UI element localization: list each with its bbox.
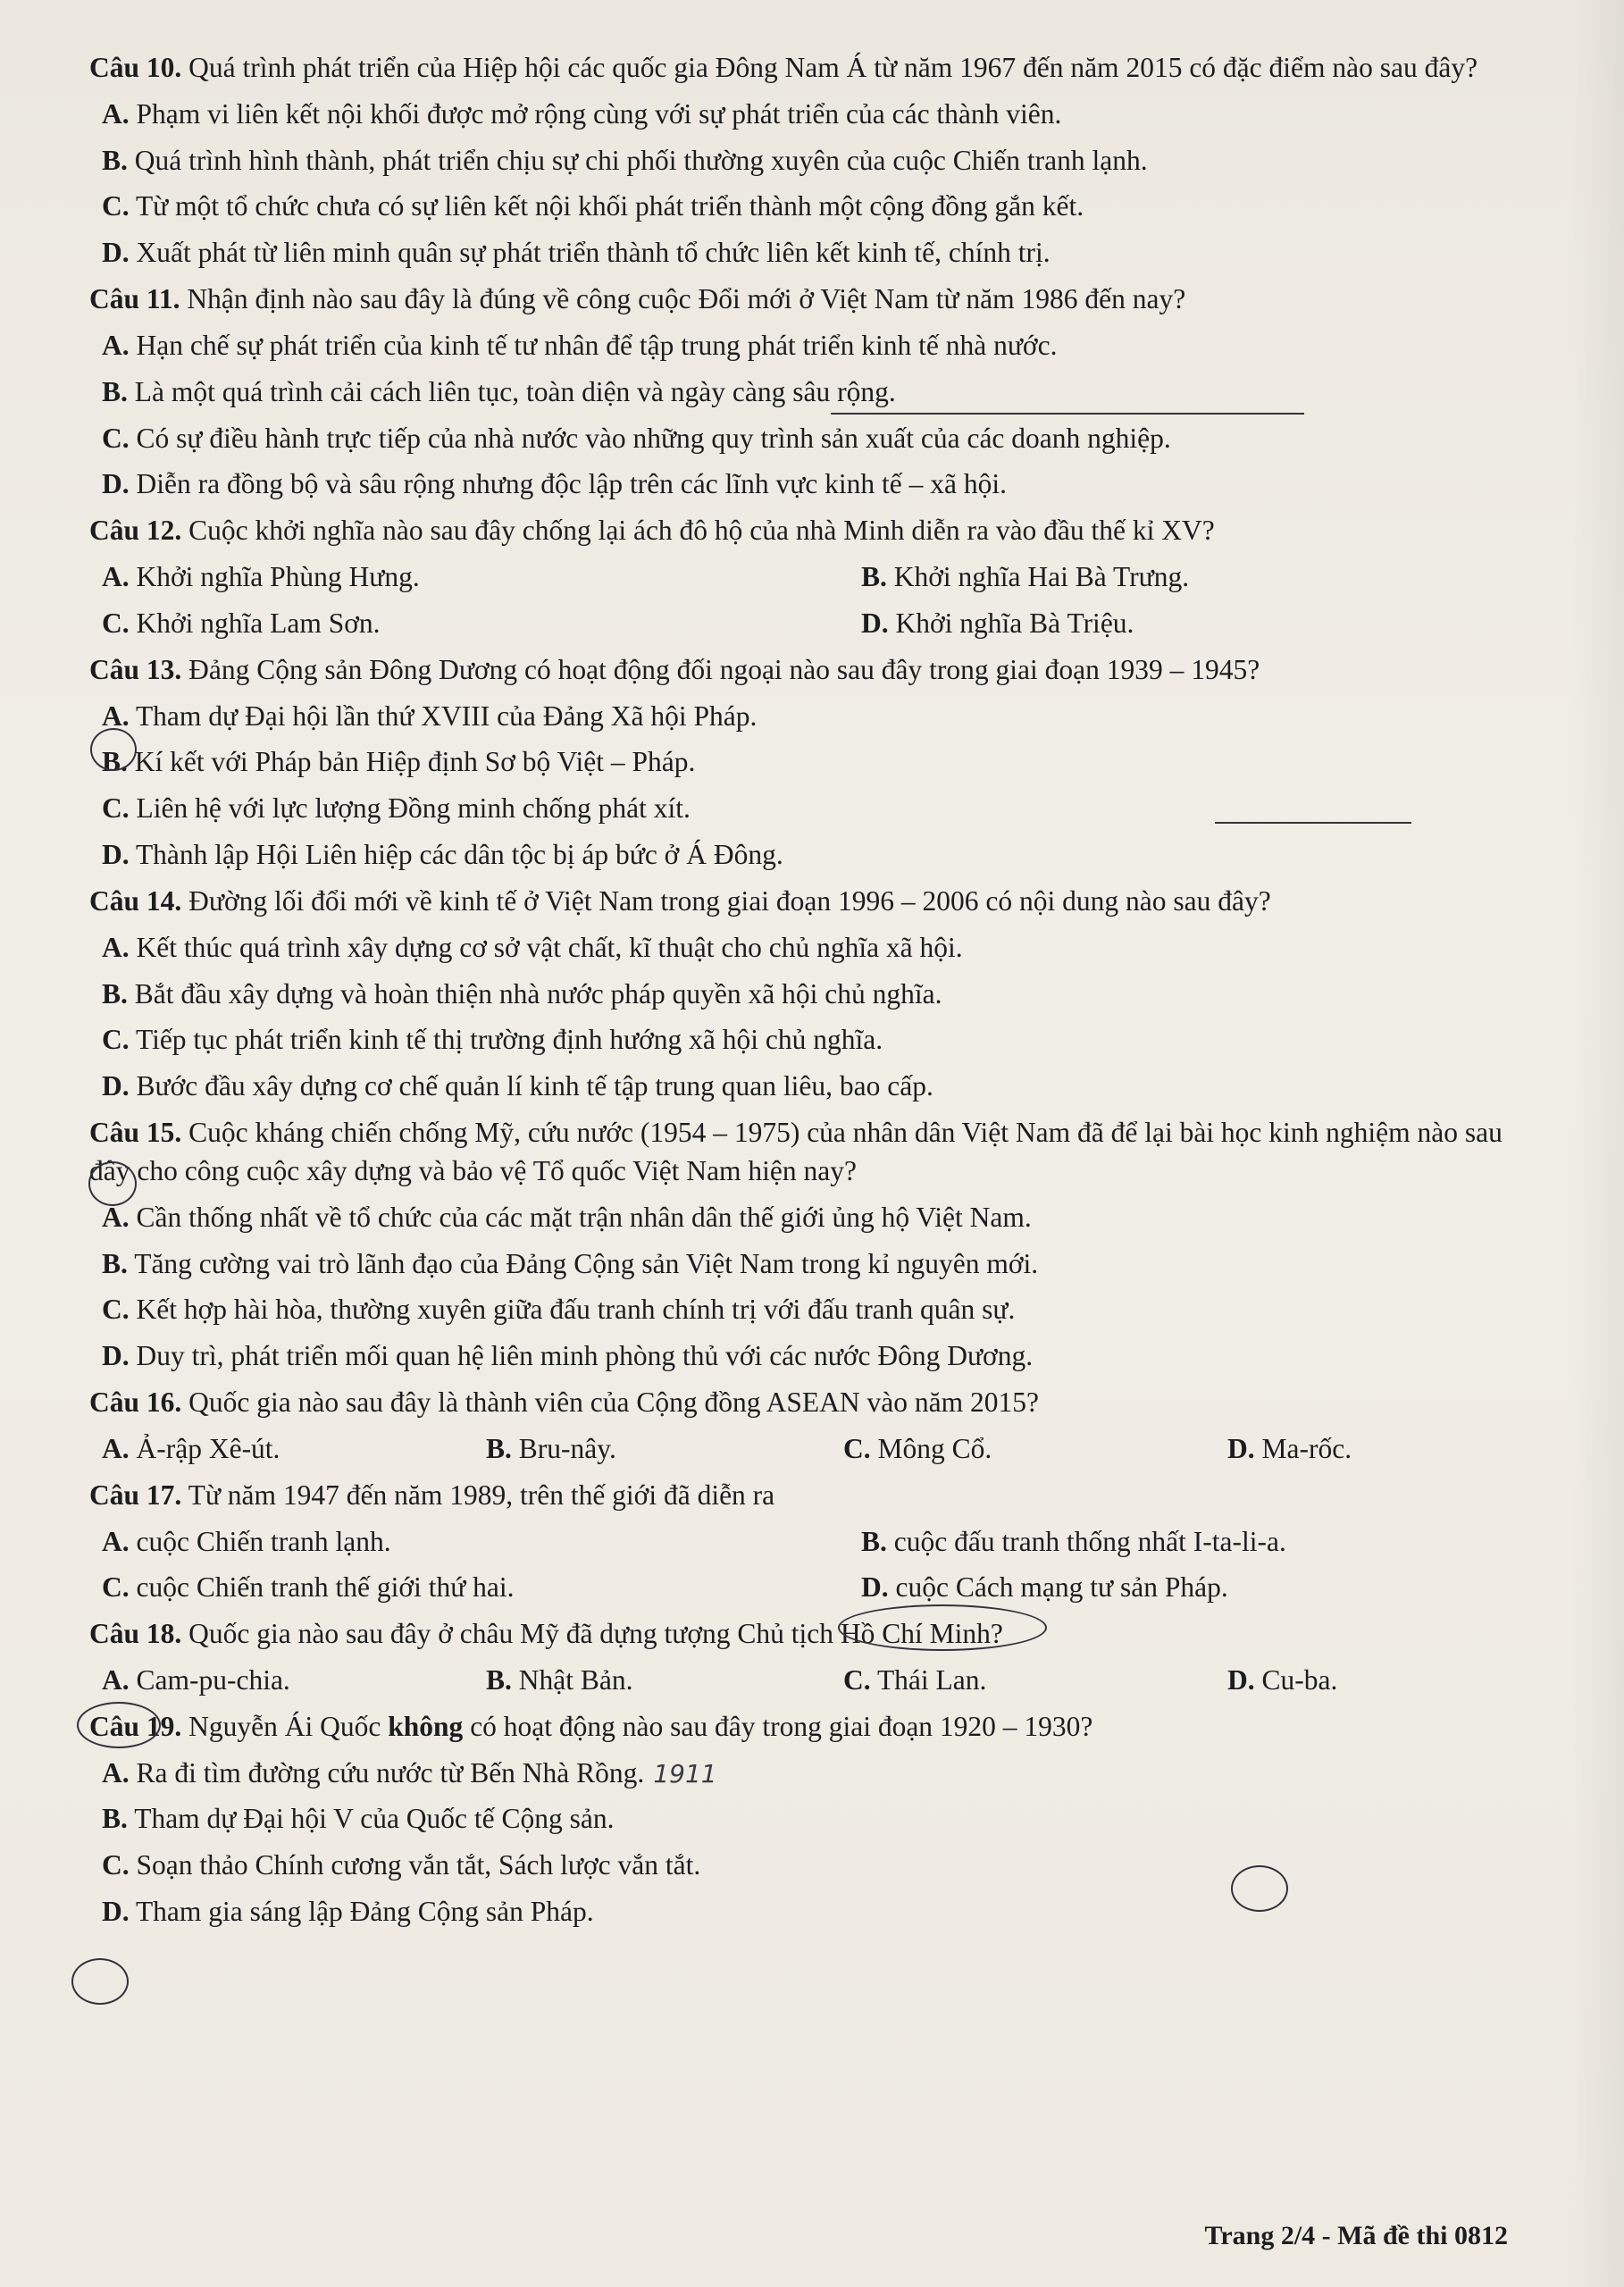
question-body: Đường lối đổi mới về kinh tế ở Việt Nam trong giai đoạn 1996 – 2006 có nội dung nào sau đây? [188, 884, 1271, 917]
exam-content [89, 49, 1536, 1939]
option-c[interactable]: C. Thái Lan. [843, 1663, 987, 1696]
option-b[interactable]: B. Kí kết với Pháp bản Hiệp định Sơ bộ Việt – Pháp. [102, 746, 696, 778]
question-body: Nhận định nào sau đây là đúng về công cuộc Đổi mới ở Việt Nam từ năm 1986 đến nay? [187, 283, 1186, 315]
question-18 [89, 1615, 1536, 1700]
option-d[interactable]: D. Tham gia sáng lập Đảng Cộng sản Pháp. [102, 1896, 594, 1928]
option-b[interactable]: B. cuộc đấu tranh thống nhất I-ta-li-a. [861, 1525, 1286, 1557]
options-grid [102, 1523, 1536, 1608]
question-body: Từ năm 1947 đến năm 1989, trên thế giới đã diễn ra [188, 1479, 775, 1511]
option-d[interactable]: D. Ma-rốc. [1227, 1432, 1352, 1464]
question-text [89, 1384, 1536, 1422]
question-11 [89, 281, 1536, 504]
option-c[interactable]: C. Soạn thảo Chính cương vắn tắt, Sách lược vắn tắt. [102, 1849, 701, 1881]
question-number: Câu 11. [89, 283, 180, 315]
options-grid [102, 1662, 1536, 1700]
option-c[interactable]: C. Kết hợp hài hòa, thường xuyên giữa đấu tranh chính trị với đấu tranh quân sự. [102, 1294, 1016, 1326]
option-a[interactable]: A. Tham dự Đại hội lần thứ XVIII của Đảng Xã hội Pháp. [102, 700, 758, 732]
page-number: Trang 2/4 [1204, 2221, 1316, 2250]
question-14 [89, 883, 1536, 1106]
footer-separator: - [1315, 2221, 1338, 2250]
option-c[interactable]: C. Khởi nghĩa Lam Sơn. [102, 607, 381, 639]
question-16 [89, 1384, 1536, 1469]
option-c[interactable]: C. Tiếp tục phát triển kinh tế thị trường định hướng xã hội chủ nghĩa. [102, 1024, 883, 1056]
option-c[interactable]: C. Mông Cổ. [843, 1432, 992, 1464]
options-grid [102, 1430, 1536, 1469]
options-grid [102, 558, 1536, 643]
question-text [89, 512, 1536, 550]
question-number: Câu 12. [89, 515, 182, 547]
question-body: Quá trình phát triển của Hiệp hội các quốc gia Đông Nam Á từ năm 1967 đến năm 2015 có đặc điểm nào sau đây? [188, 52, 1478, 83]
question-number: Câu 14. [89, 884, 182, 917]
option-b[interactable]: B. Nhật Bản. [486, 1663, 633, 1696]
option-d[interactable]: D. cuộc Cách mạng tư sản Pháp. [861, 1571, 1228, 1604]
option-b[interactable]: B. Quá trình hình thành, phát triển chịu sự chi phối thường xuyên của cuộc Chiến tranh lạnh. [102, 144, 1148, 176]
option-a[interactable]: A. cuộc Chiến tranh lạnh. [102, 1525, 391, 1557]
question-text [89, 1477, 1536, 1515]
option-b[interactable]: B. Bắt đầu xây dựng và hoàn thiện nhà nước pháp quyền xã hội chủ nghĩa. [102, 977, 942, 1009]
question-body: Cuộc khởi nghĩa nào sau đây chống lại ách đô hộ của nhà Minh diễn ra vào đầu thế kỉ XV? [188, 515, 1215, 547]
question-13 [89, 651, 1536, 875]
question-body-after: có hoạt động nào sau đây trong giai đoạn 1920 – 1930? [470, 1710, 1093, 1742]
option-d[interactable]: D. Khởi nghĩa Bà Triệu. [861, 607, 1134, 639]
question-number: Câu 13. [89, 653, 182, 685]
question-text [89, 1114, 1536, 1191]
question-emphasis: không [388, 1710, 464, 1742]
option-b[interactable]: B. Bru-nây. [486, 1432, 616, 1464]
question-text [89, 651, 1536, 690]
question-body: Đảng Cộng sản Đông Dương có hoạt động đối ngoại nào sau đây trong giai đoạn 1939 – 1945? [188, 653, 1260, 685]
question-19 [89, 1708, 1536, 1931]
option-b[interactable]: B. Tăng cường vai trò lãnh đạo của Đảng Cộng sản Việt Nam trong kỉ nguyên mới. [102, 1247, 1039, 1279]
option-a[interactable]: A. Cam-pu-chia. [102, 1663, 290, 1696]
handwritten-note: 1911 [653, 1758, 717, 1789]
question-body: Cuộc kháng chiến chống Mỹ, cứu nước (1954 – 1975) của nhân dân Việt Nam đã để lại bài học kinh nghiệm nào sau đây cho công cuộc xây dựng và bảo vệ Tổ quốc Việt Nam hiện nay? [89, 1117, 1503, 1186]
option-c[interactable]: C. Có sự điều hành trực tiếp của nhà nước vào những quy trình sản xuất của các doanh nghiệp. [102, 422, 1171, 454]
option-a[interactable]: A. Cần thống nhất về tổ chức của các mặt trận nhân dân thế giới ủng hộ Việt Nam. [102, 1201, 1032, 1233]
option-d[interactable]: D. Cu-ba. [1227, 1663, 1338, 1696]
question-15 [89, 1114, 1536, 1376]
page-footer [1205, 2221, 1508, 2251]
option-c[interactable]: C. Từ một tổ chức chưa có sự liên kết nội khối phát triển thành một cộng đồng gắn kết. [102, 190, 1084, 222]
question-10 [89, 49, 1536, 272]
question-text [89, 1615, 1536, 1654]
option-b[interactable]: B. Khởi nghĩa Hai Bà Trưng. [861, 561, 1190, 593]
option-b[interactable]: B. Tham dự Đại hội V của Quốc tế Cộng sản. [102, 1803, 615, 1835]
question-12 [89, 512, 1536, 642]
option-d[interactable]: D. Bước đầu xây dựng cơ chế quản lí kinh tế tập trung quan liêu, bao cấp. [102, 1070, 933, 1102]
option-d[interactable]: D. Duy trì, phát triển mối quan hệ liên minh phòng thủ với các nước Đông Dương. [102, 1340, 1034, 1372]
question-number: Câu 16. [89, 1386, 182, 1419]
question-text [89, 49, 1536, 88]
option-b[interactable]: B. Là một quá trình cải cách liên tục, toàn diện và ngày càng sâu rộng. [102, 375, 896, 407]
question-body: Quốc gia nào sau đây ở châu Mỹ đã dựng tượng Chủ tịch Hồ Chí Minh? [188, 1618, 1003, 1650]
option-a[interactable]: A. Phạm vi liên kết nội khối được mở rộng cùng với sự phát triển của các thành viên. [102, 97, 1062, 130]
question-text [89, 883, 1536, 921]
option-d[interactable]: D. Diễn ra đồng bộ và sâu rộng nhưng độc lập trên các lĩnh vực kinh tế – xã hội. [102, 468, 1008, 500]
question-body: Quốc gia nào sau đây là thành viên của Cộng đồng ASEAN vào năm 2015? [188, 1386, 1039, 1419]
question-text [89, 1708, 1536, 1747]
option-c[interactable]: C. cuộc Chiến tranh thế giới thứ hai. [102, 1571, 515, 1604]
question-number: Câu 10. [89, 52, 182, 83]
pen-circle-q19-a [71, 1958, 129, 2005]
option-a[interactable]: A. Ả-rập Xê-út. [102, 1432, 280, 1464]
question-number: Câu 19. [89, 1710, 182, 1742]
page-shadow [1570, 0, 1624, 2287]
question-number: Câu 15. [89, 1117, 182, 1149]
option-d[interactable]: D. Thành lập Hội Liên hiệp các dân tộc bị áp bức ở Á Đông. [102, 839, 783, 871]
option-a[interactable]: A. Kết thúc quá trình xây dựng cơ sở vật chất, kĩ thuật cho chủ nghĩa xã hội. [102, 931, 963, 963]
option-d[interactable]: D. Xuất phát từ liên minh quân sự phát triển thành tổ chức liên kết kinh tế, chính trị. [102, 237, 1051, 269]
option-a[interactable]: A. Ra đi tìm đường cứu nước từ Bến Nhà Rồng. 1911 [102, 1756, 717, 1789]
question-17 [89, 1477, 1536, 1607]
exam-code: Mã đề thi 0812 [1337, 2221, 1508, 2250]
option-a[interactable]: A. Hạn chế sự phát triển của kinh tế tư nhân để tập trung phát triển kinh tế nhà nước. [102, 329, 1058, 361]
option-a[interactable]: A. Khởi nghĩa Phùng Hưng. [102, 561, 420, 593]
question-text [89, 281, 1536, 319]
question-body-before: Nguyễn Ái Quốc [188, 1710, 381, 1742]
question-number: Câu 18. [89, 1618, 182, 1650]
question-number: Câu 17. [89, 1479, 182, 1511]
option-c[interactable]: C. Liên hệ với lực lượng Đồng minh chống phát xít. [102, 792, 691, 825]
